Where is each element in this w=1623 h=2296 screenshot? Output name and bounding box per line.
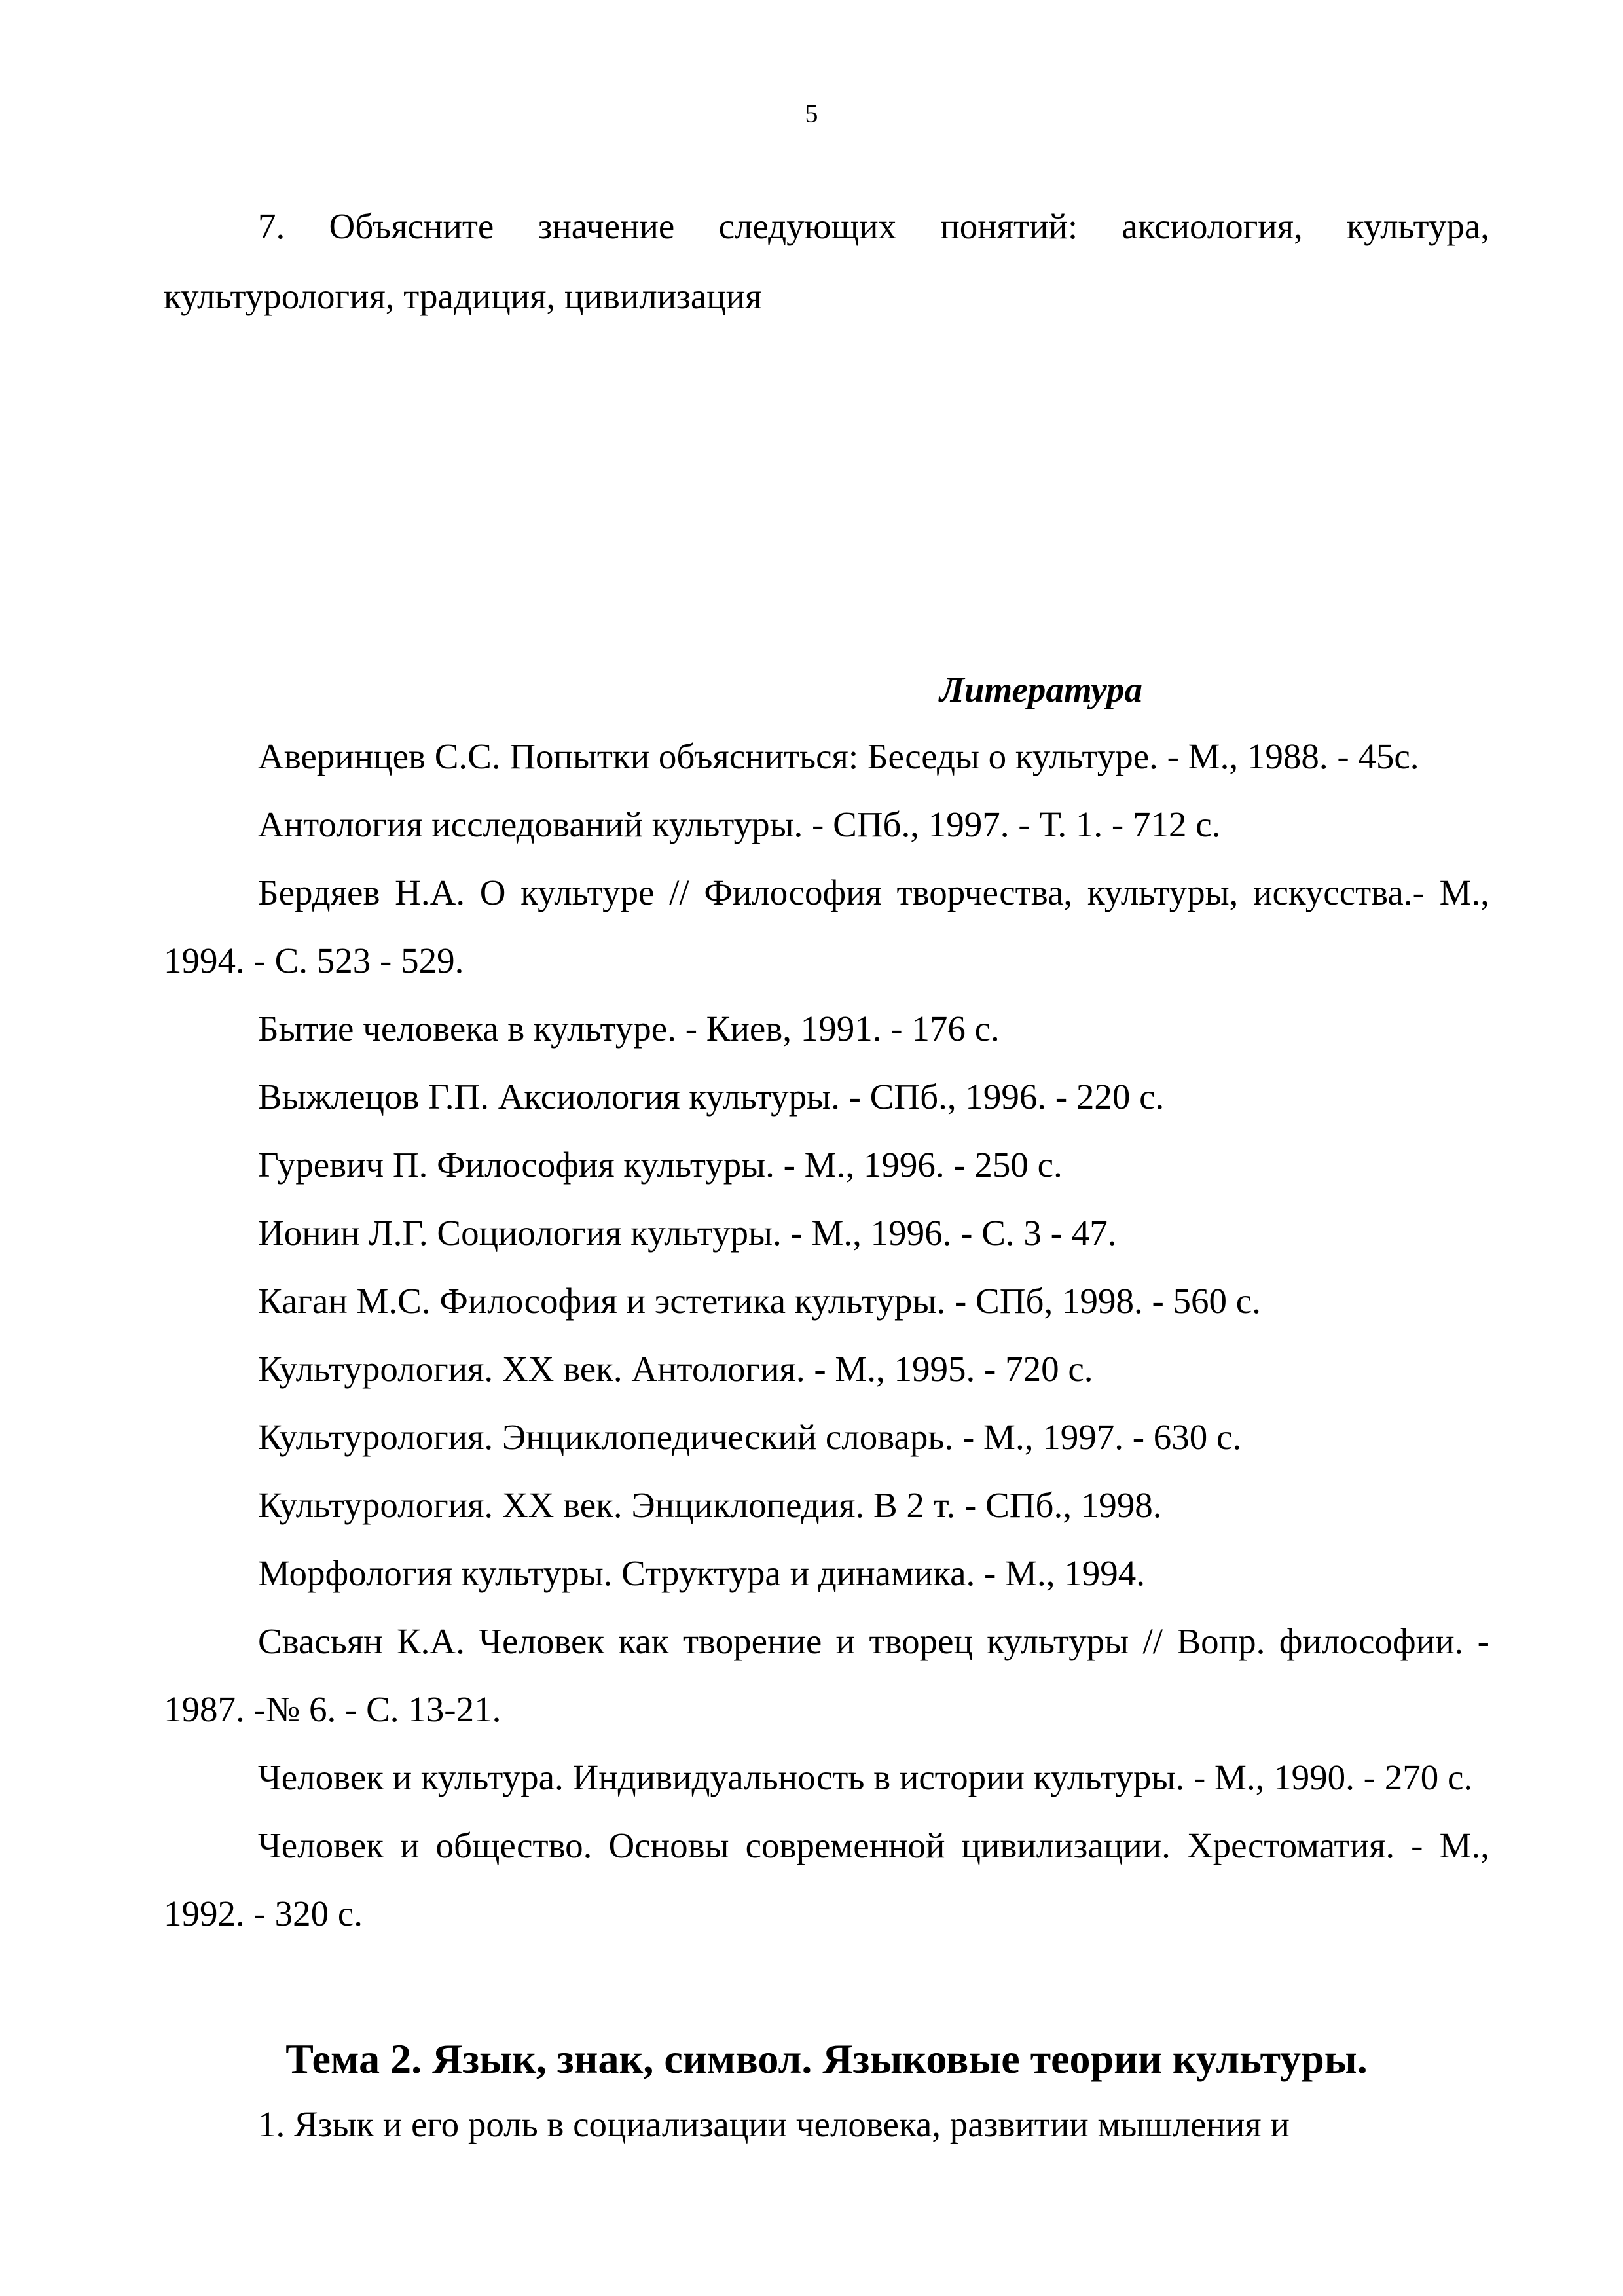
reference-item: Морфология культуры. Структура и динамика. - М., 1994. — [258, 1553, 1146, 1593]
reference-item: Культурология. XX век. Антология. - М., 1995. - 720 с. — [258, 1349, 1093, 1389]
question-7: 7. Объясните значение следующих понятий: аксиология, культура, культурология, традиция, цивилизация — [164, 206, 1489, 316]
reference-item: Антология исследований культуры. - СПб., 1997. - Т. 1. - 712 с. — [258, 804, 1221, 844]
page-number: 5 — [805, 99, 818, 128]
reference-item: Выжлецов Г.П. Аксиология культуры. - СПб., 1996. - 220 с. — [258, 1077, 1165, 1117]
reference-item: Каган М.С. Философия и эстетика культуры. - СПб, 1998. - 560 с. — [258, 1281, 1261, 1321]
reference-item: Культурология. XX век. Энциклопедия. В 2 т. - СПб., 1998. — [258, 1485, 1162, 1525]
reference-item: Бытие человека в культуре. - Киев, 1991. - 176 с. — [258, 1009, 1000, 1049]
literature-heading: Литература — [939, 670, 1142, 709]
topic-heading: Тема 2. Язык, знак, символ. Языковые теории культуры. — [285, 2036, 1368, 2082]
reference-item: Человек и общество. Основы современной цивилизации. Хрестоматия. - М., 1992. - 320 с. — [164, 1825, 1489, 1933]
reference-item: Аверинцев С.С. Попытки объясниться: Беседы о культуре. - М., 1988. - 45с. — [258, 736, 1419, 776]
reference-list — [164, 723, 1489, 1948]
page-content — [164, 191, 1489, 2154]
reference-item: Свасьян К.А. Человек как творение и творец культуры // Вопр. философии. - 1987. -№ 6. - С. 13-21. — [164, 1621, 1489, 1729]
reference-item: Гуревич П. Философия культуры. - М., 1996. - 250 с. — [258, 1145, 1063, 1185]
reference-item: Человек и культура. Индивидуальность в истории культуры. - М., 1990. - 270 с. — [258, 1757, 1473, 1797]
topic-question-1: 1. Язык и его роль в социализации человека, развитии мышления и — [258, 2104, 1290, 2144]
reference-item: Бердяев Н.А. О культуре // Философия творчества, культуры, искусства.- М., 1994. - С. 523 - 529. — [164, 872, 1489, 980]
reference-item: Культурология. Энциклопедический словарь. - М., 1997. - 630 с. — [258, 1417, 1242, 1457]
reference-item: Ионин Л.Г. Социология культуры. - М., 1996. - С. 3 - 47. — [258, 1213, 1117, 1253]
